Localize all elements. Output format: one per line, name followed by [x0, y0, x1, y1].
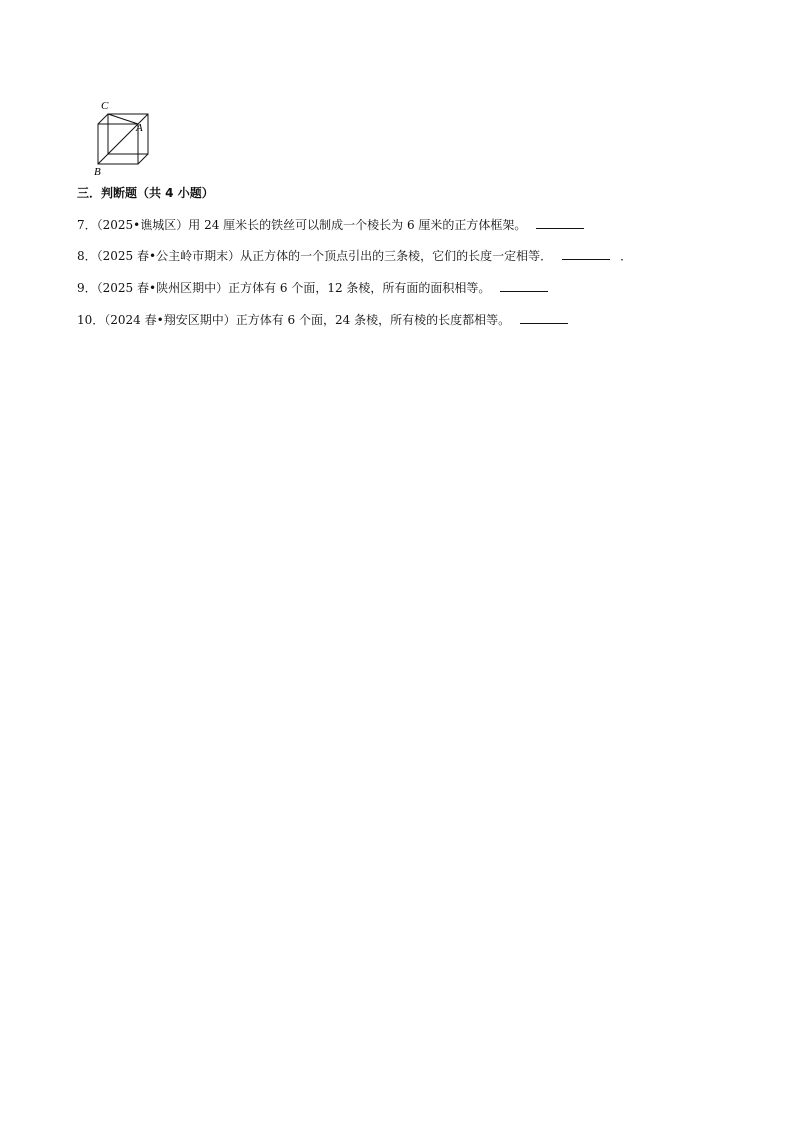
cube-figure [90, 96, 160, 176]
answer-blank[interactable] [500, 279, 548, 292]
answer-blank[interactable] [536, 216, 584, 229]
question-source: （2025 春•陕州区期中） [96, 281, 229, 295]
vertex-label-c: C [101, 100, 109, 112]
question-number: 7． [77, 218, 97, 232]
diagonal-ca [108, 114, 138, 124]
question-number: 8． [77, 249, 97, 263]
question-10 [77, 311, 568, 329]
question-source: （2025 春•公主岭市期末） [96, 249, 241, 263]
cube-edge [98, 114, 108, 124]
question-number: 10． [77, 313, 105, 327]
section-heading: 三．判断题（共 4 小题） [77, 186, 214, 200]
question-text: 从正方体的一个顶点引出的三条棱，它们的长度一定相等． [240, 249, 553, 263]
question-9 [77, 279, 548, 297]
question-8 [77, 247, 632, 265]
question-7 [77, 216, 584, 234]
cube-diagram [90, 96, 160, 176]
question-number: 9． [77, 281, 97, 295]
question-text: 用 24 厘米长的铁丝可以制成一个棱长为 6 厘米的正方体框架。 [188, 218, 527, 232]
question-source: （2025•谯城区） [96, 218, 189, 232]
diagonal-ab [98, 124, 138, 164]
vertex-label-a: A [136, 122, 143, 134]
question-suffix: ． [620, 249, 633, 263]
question-text: 正方体有 6 个面，12 条棱，所有面的面积相等。 [228, 281, 491, 295]
answer-blank[interactable] [520, 311, 568, 324]
answer-blank[interactable] [562, 247, 610, 260]
vertex-label-b: B [94, 166, 101, 176]
question-text: 正方体有 6 个面，24 条棱，所有棱的长度都相等。 [235, 313, 511, 327]
cube-edge [138, 154, 148, 164]
question-source: （2024 春•翔安区期中） [104, 313, 236, 327]
